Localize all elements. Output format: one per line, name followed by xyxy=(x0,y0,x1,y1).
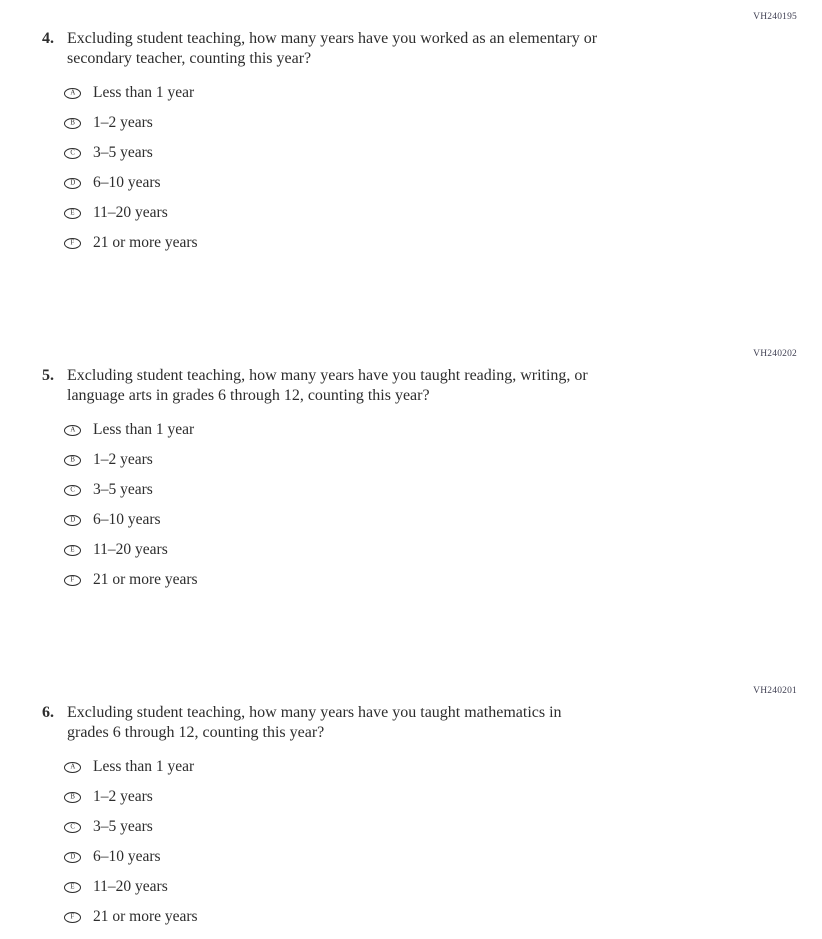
radio-bubble-icon[interactable] xyxy=(64,148,81,159)
radio-option-f[interactable] xyxy=(64,902,198,932)
radio-bubble-icon[interactable] xyxy=(64,118,81,129)
question-text xyxy=(67,29,597,69)
radio-bubble-icon[interactable] xyxy=(64,208,81,219)
question-number: 4. xyxy=(42,30,54,47)
option-label: 6–10 years xyxy=(93,848,161,865)
question-text-line: grades 6 through 12, counting this year? xyxy=(67,724,325,741)
question-text-line: Excluding student teaching, how many years have you taught reading, writing, or xyxy=(67,367,588,384)
radio-option-f[interactable] xyxy=(64,228,198,258)
option-letter: D xyxy=(70,515,75,524)
option-label: 21 or more years xyxy=(93,571,198,588)
question-text-line: secondary teacher, counting this year? xyxy=(67,50,312,67)
radio-bubble-icon[interactable] xyxy=(64,88,81,99)
question-text-row xyxy=(42,703,562,743)
option-label: 21 or more years xyxy=(93,908,198,925)
option-label: 11–20 years xyxy=(93,541,168,558)
radio-bubble-icon[interactable] xyxy=(64,852,81,863)
option-letter: E xyxy=(70,882,75,891)
radio-bubble-icon[interactable] xyxy=(64,575,81,586)
radio-bubble-icon[interactable] xyxy=(64,455,81,466)
radio-bubble-icon[interactable] xyxy=(64,912,81,923)
option-letter: A xyxy=(70,88,75,97)
option-label: 11–20 years xyxy=(93,204,168,221)
question-text xyxy=(67,366,588,406)
answer-options xyxy=(64,415,198,595)
option-label: Less than 1 year xyxy=(93,84,195,101)
radio-bubble-icon[interactable] xyxy=(64,515,81,526)
radio-bubble-icon[interactable] xyxy=(64,178,81,189)
answer-options xyxy=(64,752,198,932)
option-label: 11–20 years xyxy=(93,878,168,895)
form-item-code: VH240201 xyxy=(753,686,797,696)
radio-bubble-icon[interactable] xyxy=(64,545,81,556)
radio-option-e[interactable] xyxy=(64,198,198,228)
option-letter: D xyxy=(70,852,75,861)
question-text-row xyxy=(42,366,588,406)
radio-option-a[interactable] xyxy=(64,752,198,782)
radio-option-e[interactable] xyxy=(64,535,198,565)
option-label: 3–5 years xyxy=(93,144,153,161)
question-text-line: language arts in grades 6 through 12, counting this year? xyxy=(67,387,430,404)
option-label: 1–2 years xyxy=(93,788,153,805)
radio-option-c[interactable] xyxy=(64,475,198,505)
question-number: 6. xyxy=(42,704,54,721)
option-letter: B xyxy=(70,118,75,127)
radio-option-a[interactable] xyxy=(64,415,198,445)
option-label: Less than 1 year xyxy=(93,758,195,775)
radio-bubble-icon[interactable] xyxy=(64,822,81,833)
option-letter: F xyxy=(70,238,75,247)
option-label: 3–5 years xyxy=(93,818,153,835)
question-text-line: Excluding student teaching, how many years have you taught mathematics in xyxy=(67,704,562,721)
radio-option-b[interactable] xyxy=(64,108,198,138)
option-label: 6–10 years xyxy=(93,174,161,191)
option-label: 1–2 years xyxy=(93,114,153,131)
question-number: 5. xyxy=(42,367,54,384)
radio-option-d[interactable] xyxy=(64,168,198,198)
option-letter: A xyxy=(70,762,75,771)
option-letter: C xyxy=(70,485,75,494)
answer-options xyxy=(64,78,198,258)
radio-bubble-icon[interactable] xyxy=(64,238,81,249)
option-letter: B xyxy=(70,455,75,464)
radio-option-f[interactable] xyxy=(64,565,198,595)
option-letter: E xyxy=(70,208,75,217)
radio-bubble-icon[interactable] xyxy=(64,485,81,496)
option-label: Less than 1 year xyxy=(93,421,195,438)
option-label: 3–5 years xyxy=(93,481,153,498)
radio-option-c[interactable] xyxy=(64,138,198,168)
radio-bubble-icon[interactable] xyxy=(64,882,81,893)
form-item-code: VH240195 xyxy=(753,12,797,22)
option-label: 1–2 years xyxy=(93,451,153,468)
option-letter: B xyxy=(70,792,75,801)
option-letter: A xyxy=(70,425,75,434)
question-block-4 xyxy=(0,12,822,262)
radio-option-b[interactable] xyxy=(64,782,198,812)
radio-option-d[interactable] xyxy=(64,505,198,535)
question-text-row xyxy=(42,29,597,69)
radio-option-e[interactable] xyxy=(64,872,198,902)
form-item-code: VH240202 xyxy=(753,349,797,359)
radio-bubble-icon[interactable] xyxy=(64,792,81,803)
option-letter: E xyxy=(70,545,75,554)
question-block-5 xyxy=(0,349,822,599)
question-block-6 xyxy=(0,686,822,936)
radio-option-d[interactable] xyxy=(64,842,198,872)
radio-bubble-icon[interactable] xyxy=(64,762,81,773)
option-letter: C xyxy=(70,148,75,157)
question-text-line: Excluding student teaching, how many years have you worked as an elementary or xyxy=(67,30,598,47)
option-label: 6–10 years xyxy=(93,511,161,528)
radio-option-a[interactable] xyxy=(64,78,198,108)
option-letter: F xyxy=(70,912,75,921)
radio-option-b[interactable] xyxy=(64,445,198,475)
question-text xyxy=(67,703,562,743)
radio-bubble-icon[interactable] xyxy=(64,425,81,436)
radio-option-c[interactable] xyxy=(64,812,198,842)
option-letter: F xyxy=(70,575,75,584)
option-letter: D xyxy=(70,178,75,187)
option-letter: C xyxy=(70,822,75,831)
option-label: 21 or more years xyxy=(93,234,198,251)
